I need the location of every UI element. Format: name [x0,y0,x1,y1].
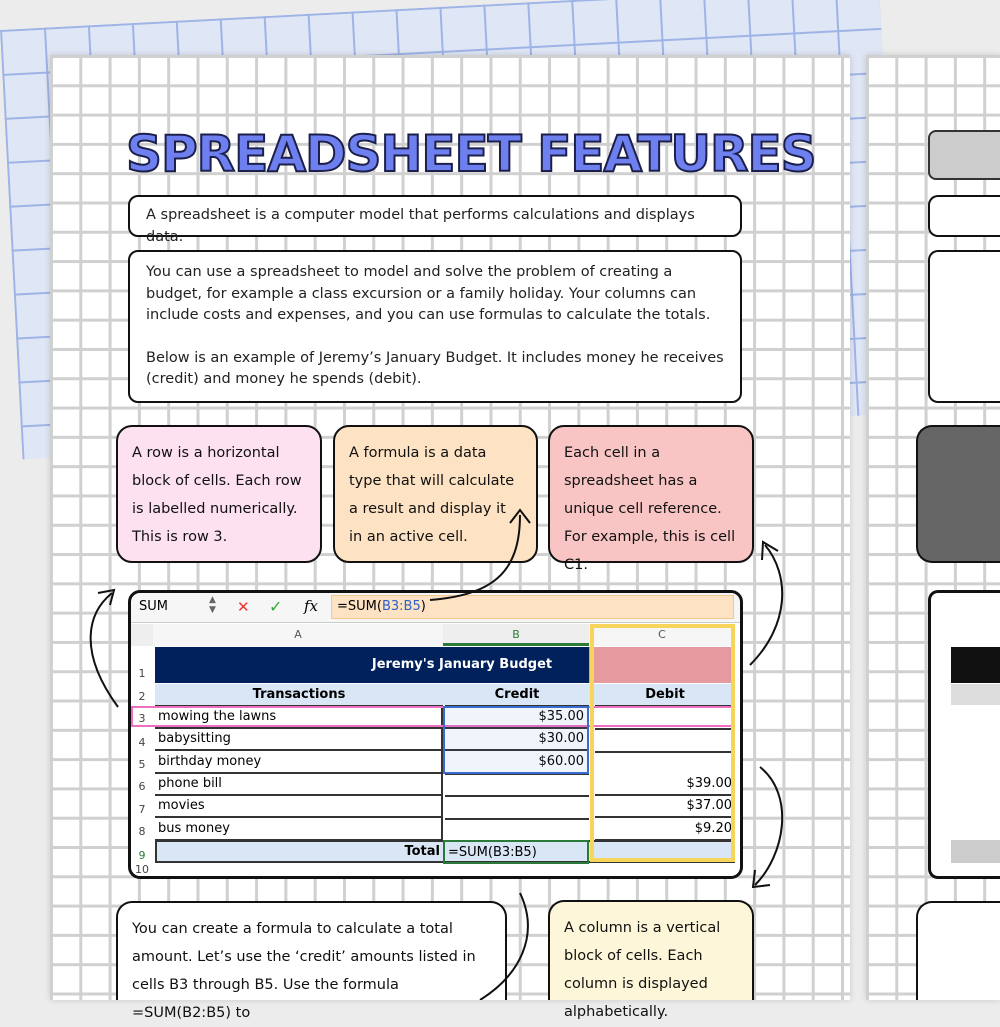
row-number[interactable]: 3 [138,712,146,725]
total-formula-cell[interactable]: =SUM(B3:B5) [443,840,589,864]
column-header-a[interactable]: A [153,624,443,646]
row-number[interactable]: 7 [138,803,146,816]
table-cell[interactable]: $35.00 [445,706,589,729]
total-label[interactable]: Total [404,844,440,859]
name-box[interactable]: SUM [139,599,168,614]
second-sheet-banner [951,647,1000,683]
table-cell[interactable]: $60.00 [445,751,589,774]
column-header-c[interactable]: C [589,624,735,646]
header-debit[interactable]: Debit [595,684,735,707]
second-explanation-box [928,250,1000,403]
table-cell[interactable]: mowing the lawns [155,706,443,729]
total-arrow [480,893,528,1000]
column-arrow [755,767,782,885]
column-header-b[interactable]: B [443,624,589,646]
table-cell[interactable]: phone bill [155,773,443,796]
cell-arrow [750,545,782,665]
row-number[interactable]: 5 [138,758,146,771]
table-cell[interactable]: $30.00 [445,728,589,751]
second-row-callout [916,425,1000,563]
formula-arrow [430,515,520,600]
formula-callout-text: A formula is a data type that will calculate a result and display it in an active cell. [349,445,515,545]
header-credit[interactable]: Credit [445,684,589,707]
cancel-icon[interactable]: ✕ [237,598,250,616]
name-box-stepper-icon[interactable]: ▲ ▼ [209,595,216,615]
confirm-icon[interactable]: ✓ [269,597,283,616]
second-total-callout [916,901,1000,1000]
intro-text: A spreadsheet is a computer model that performs calculations and displays data. [146,207,695,245]
worksheet-page [50,55,850,1021]
table-cell[interactable]: bus money [155,818,443,841]
column-callout-text: A column is a vertical block of cells. Each column is displayed alphabetically. [564,920,721,1020]
header-transactions[interactable]: Transactions [155,684,443,707]
budget-title-cell[interactable]: Jeremy's January Budget [155,647,589,683]
explanation-paragraph-1: You can use a spreadsheet to model and solve the problem of creating a budget, for example a class excursion or a family holiday. Your columns can include costs and expenses, and you can use formulas to calculate the totals. [146,264,711,323]
formula-suffix: ) [420,599,426,614]
row-arrow [91,593,118,707]
table-cell[interactable]: $37.00 [595,795,735,818]
table-cell[interactable]: birthday money [155,751,443,774]
table-cell[interactable]: $39.00 [595,773,735,796]
row-callout-text: A row is a horizontal block of cells. Each row is labelled numerically. This is row 3. [132,445,302,545]
cell-callout-text: Each cell in a spreadsheet has a unique cell reference. For example, this is cell C1. [564,445,736,573]
row-number[interactable]: 2 [138,690,146,703]
formula-prefix: =SUM( [337,599,382,614]
row-number[interactable]: 4 [138,736,146,749]
second-sheet-header [951,684,1000,705]
second-worksheet-page [866,55,1000,1000]
formula-reference: B3:B5 [381,599,421,614]
row-number[interactable]: 1 [138,667,146,680]
total-callout-text: You can create a formula to calculate a total amount. Let’s use the ‘credit’ amounts listed in cells B3 through B5. Use the formula =SUM(B2:B5) to [132,921,476,1021]
explanation-paragraph-2: Below is an example of Jeremy’s January Budget. It includes money he receives (credit) and money he spends (debit). [146,349,724,387]
second-intro-box [928,195,1000,237]
table-cell[interactable]: movies [155,795,443,818]
page-title: SPREADSHEET FEATURES [126,125,816,183]
row-number[interactable]: 8 [138,825,146,838]
table-cell[interactable]: babysitting [155,728,443,751]
row-number[interactable]: 10 [135,863,149,876]
row-number[interactable]: 9 [138,849,146,862]
function-icon[interactable]: fx [304,597,319,615]
table-cell[interactable]: $9.20 [595,818,735,841]
second-spreadsheet [928,590,1000,879]
second-page-title-fragment [928,130,1000,180]
second-sheet-total-row [951,840,1000,863]
row-number[interactable]: 6 [138,780,146,793]
arrows [50,55,850,1000]
